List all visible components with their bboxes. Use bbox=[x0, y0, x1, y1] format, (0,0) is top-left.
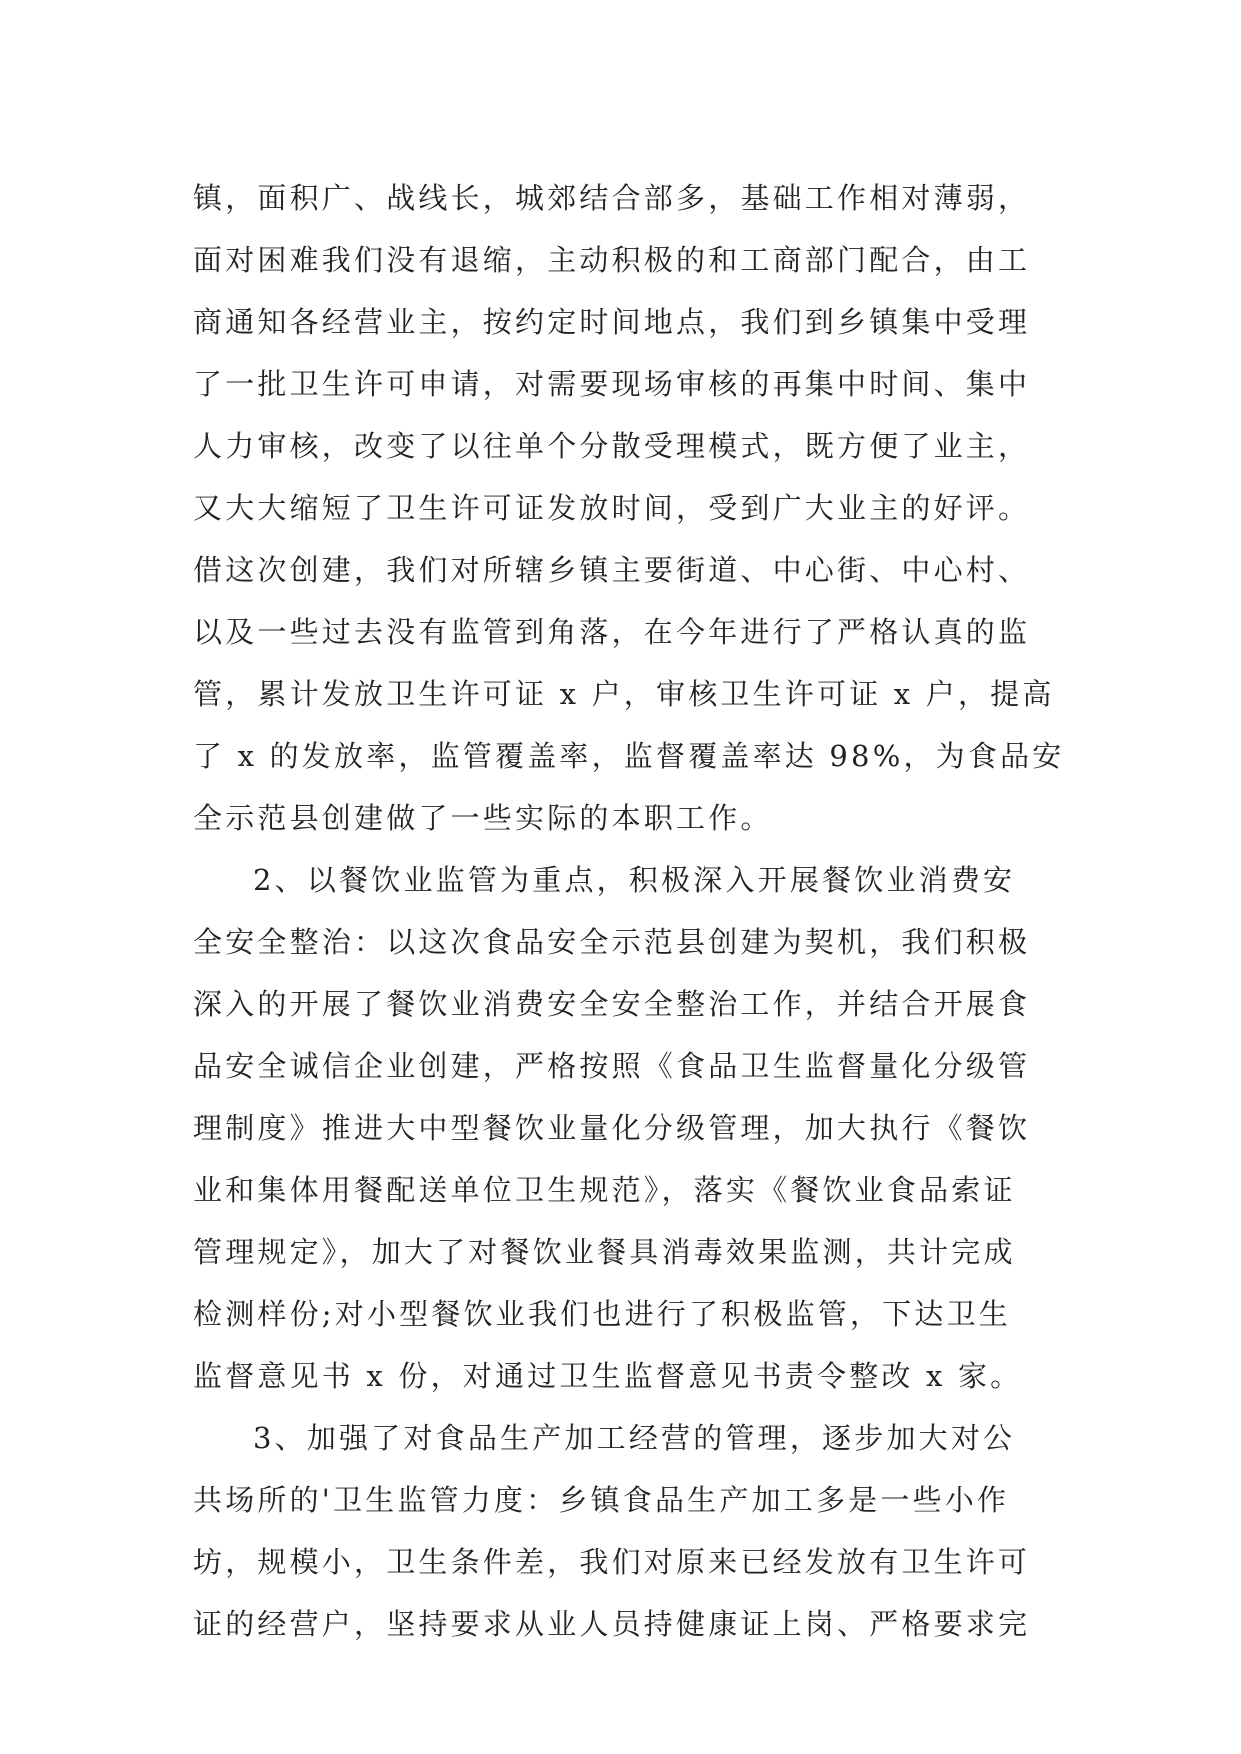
text-line: 又大大缩短了卫生许可证发放时间，受到广大业主的好评。 bbox=[193, 491, 1031, 525]
text-line: 人力审核，改变了以往单个分散受理模式，既方便了业主， bbox=[193, 429, 1031, 463]
text-line: 面对困难我们没有退缩，主动积极的和工商部门配合，由工 bbox=[193, 243, 1031, 277]
paragraph bbox=[193, 849, 1063, 1407]
text-line: 商通知各经营业主，按约定时间地点，我们到乡镇集中受理 bbox=[193, 305, 1031, 339]
text-line: 证的经营户，坚持要求从业人员持健康证上岗、严格要求完 bbox=[193, 1607, 1031, 1641]
text-line: 管理规定》，加大了对餐饮业餐具消毒效果监测，共计完成 bbox=[193, 1235, 1016, 1269]
text-line: 品安全诚信企业创建，严格按照《食品卫生监督量化分级管 bbox=[193, 1049, 1031, 1083]
text-line: 全示范县创建做了一些实际的本职工作。 bbox=[193, 801, 773, 835]
text-line: 业和集体用餐配送单位卫生规范》，落实《餐饮业食品索证 bbox=[193, 1173, 1016, 1207]
text-line: 全安全整治：以这次食品安全示范县创建为契机，我们积极 bbox=[193, 925, 1031, 959]
text-line: 借这次创建，我们对所辖乡镇主要街道、中心街、中心村、 bbox=[193, 553, 1031, 587]
document-body bbox=[193, 167, 1063, 1655]
text-line: 以及一些过去没有监管到角落，在今年进行了严格认真的监 bbox=[193, 615, 1031, 649]
text-line: 坊，规模小，卫生条件差，我们对原来已经发放有卫生许可 bbox=[193, 1545, 1031, 1579]
text-line: 检测样份;对小型餐饮业我们也进行了积极监管，下达卫生 bbox=[193, 1297, 1011, 1331]
text-line: 共场所的'卫生监管力度：乡镇食品生产加工多是一些小作 bbox=[193, 1483, 1010, 1517]
text-line: 镇，面积广、战线长，城郊结合部多，基础工作相对薄弱， bbox=[193, 181, 1031, 215]
text-line: 管，累计发放卫生许可证 x 户，审核卫生许可证 x 户，提高 bbox=[193, 677, 1055, 711]
paragraph bbox=[193, 167, 1063, 849]
text-line: 监督意见书 x 份，对通过卫生监督意见书责令整改 x 家。 bbox=[193, 1359, 1023, 1393]
text-line: 2、以餐饮业监管为重点，积极深入开展餐饮业消费安 bbox=[253, 863, 1016, 897]
paragraph bbox=[193, 1407, 1063, 1655]
text-line: 深入的开展了餐饮业消费安全安全整治工作，并结合开展食 bbox=[193, 987, 1031, 1021]
text-line: 了一批卫生许可申请，对需要现场审核的再集中时间、集中 bbox=[193, 367, 1031, 401]
text-line: 理制度》推进大中型餐饮业量化分级管理，加大执行《餐饮 bbox=[193, 1111, 1031, 1145]
text-line: 了 x 的发放率，监管覆盖率，监督覆盖率达 98%，为食品安 bbox=[193, 739, 1065, 773]
text-line: 3、加强了对食品生产加工经营的管理，逐步加大对公 bbox=[253, 1421, 1016, 1455]
